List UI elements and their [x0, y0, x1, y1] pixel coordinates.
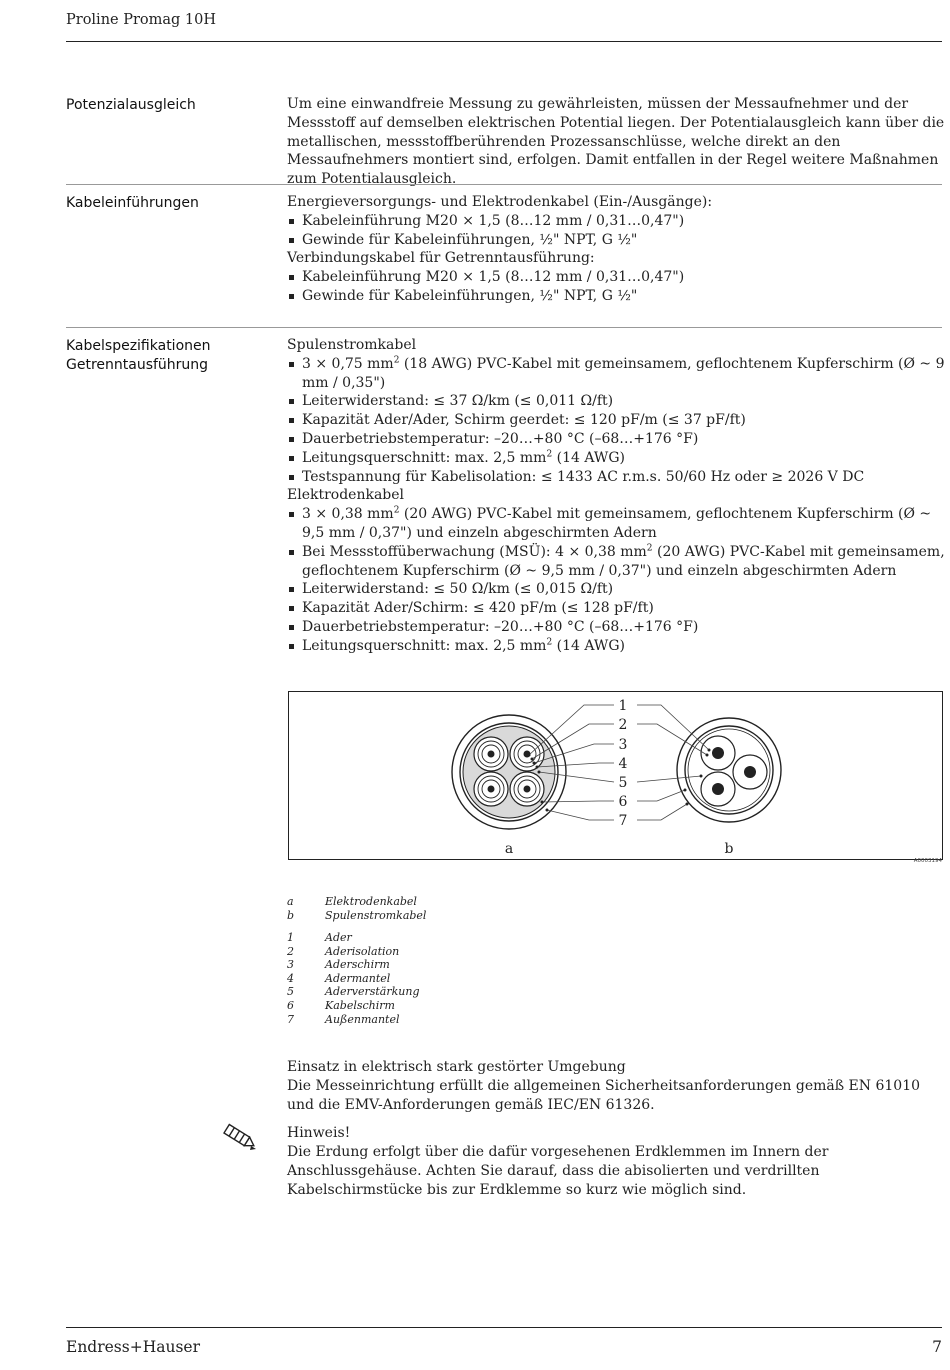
list-item: Bei Messstoffüberwachung (MSÜ): 4 × 0,38 $mm^2$ (20 AWG) PVC-Kabel mit gemeinsamem, geflochtenem Kupferschirm (Ø ~ 9,5 mm / 0,37") und einzeln abgeschirmten Adern	[287, 543, 945, 581]
page-number: 7	[932, 1338, 942, 1356]
electrode-cable-title: Elektrodenkabel	[287, 487, 405, 504]
cable-entry-group-title: Energieversorgungs- und Elektrodenkabel (Ein-/Ausgänge):	[287, 194, 713, 210]
potenzial-paragraph: Um eine einwandfreie Messung zu gewährleisten, müssen der Messaufnehmer und der Messstoff auf demselben elektrischen Potential liegen. Der Potentialausgleich kann über die metallischen, messstoffberührenden Prozessanschlüsse, welche direkt an den Messaufnehmers montiert sind, erfolgen. Damit entfallen in der Regel weitere Maßnahmen zum Potentialausgleich.	[287, 96, 945, 188]
figure-legend-ab	[287, 895, 426, 922]
note-title: Hinweis!	[287, 1125, 351, 1141]
list-item: Gewinde für Kabeleinführungen, ½" NPT, G ½"	[287, 231, 945, 250]
legend-row: 1 Ader	[287, 931, 352, 944]
legend-row: 5 Aderverstärkung	[287, 985, 420, 999]
cable-entry-list	[287, 268, 945, 306]
list-item: Kapazität Ader/Schirm: ≤ 420 pF/m (≤ 128 pF/ft)	[287, 599, 945, 618]
callout-number: 2	[618, 717, 628, 733]
callout-number: 6	[618, 794, 628, 810]
cable-cross-section-figure	[288, 691, 943, 860]
list-item: Leitungsquerschnitt: max. 2,5 $mm^2$ (14 AWG)	[287, 637, 945, 656]
callout-number: 3	[618, 737, 628, 753]
figure-label-a: a	[504, 841, 514, 857]
header-rule	[66, 41, 942, 42]
legend-row: 3 Aderschirm	[287, 958, 390, 972]
list-item: Kabeleinführung M20 × 1,5 (8…12 mm / 0,31…0,47")	[287, 212, 945, 231]
section-divider	[66, 327, 942, 328]
coil-cable-title: Spulenstromkabel	[287, 337, 417, 353]
note-text: Die Erdung erfolgt über die dafür vorgesehenen Erdklemmen im Innern der Anschlussgehäuse. Achten Sie darauf, dass die abisolierten und verdrillten Kabelschirmstücke bis zur Erdklemme so kurz wie möglich sind.	[287, 1144, 829, 1198]
section-label-kabeleinfuehrungen: Kabeleinführungen	[66, 195, 199, 211]
section-divider	[66, 184, 942, 185]
emv-text: Die Messeinrichtung erfüllt die allgemeinen Sicherheitsanforderungen gemäß EN 61010 und die EMV-Anforderungen gemäß IEC/EN 61326.	[287, 1078, 921, 1113]
list-item: Kapazität Ader/Ader, Schirm geerdet: ≤ 120 pF/m (≤ 37 pF/ft)	[287, 411, 945, 430]
section-body-potenzialausgleich	[287, 95, 945, 189]
list-item: Kabeleinführung M20 × 1,5 (8…12 mm / 0,31…0,47")	[287, 268, 945, 287]
legend-row: 6 Kabelschirm	[287, 998, 395, 1012]
cable-entry-list	[287, 212, 945, 250]
label-line: Kabelspezifikationen	[66, 338, 211, 354]
callout-number: 5	[618, 775, 628, 791]
list-item: Leiterwiderstand: ≤ 50 Ω/km (≤ 0,015 Ω/ft)	[287, 580, 945, 599]
list-item: Testspannung für Kabelisolation: ≤ 1433 AC r.m.s. 50/60 Hz oder ≥ 2026 V DC	[287, 468, 945, 487]
list-item: Dauerbetriebstemperatur: –20…+80 °C (–68…+176 °F)	[287, 618, 945, 637]
figure-label-b: b	[724, 841, 734, 857]
footer-rule	[66, 1327, 942, 1328]
running-header: Proline Promag 10H	[66, 12, 217, 28]
legend-row: 7 Außenmantel	[287, 1012, 400, 1026]
label-line: Getrenntausführung	[66, 357, 209, 373]
section-label-potenzialausgleich: Potenzialausgleich	[66, 97, 196, 113]
legend-row: 4 Adermantel	[287, 971, 391, 985]
legend-row: a Elektrodenkabel	[287, 895, 417, 908]
emv-title: Einsatz in elektrisch stark gestörter Umgebung	[287, 1059, 626, 1075]
section-body-kabeleinfuehrungen	[287, 193, 945, 306]
emv-and-note	[287, 1058, 927, 1200]
pencil-icon	[218, 1122, 260, 1156]
list-item: Leiterwiderstand: ≤ 37 Ω/km (≤ 0,011 Ω/ft)	[287, 392, 945, 411]
section-label-kabelspezifikationen	[66, 337, 276, 375]
callout-number: 4	[618, 756, 628, 772]
electrode-cable-drawing	[452, 715, 566, 829]
coil-cable-drawing	[677, 718, 781, 822]
figure-id: A0003194	[913, 858, 942, 864]
electrode-cable-list	[287, 505, 945, 655]
list-item: 3 × 0,75 $mm^2$ (18 AWG) PVC-Kabel mit gemeinsamem, geflochtenem Kupferschirm (Ø ~ 9 mm / 0,35")	[287, 355, 945, 393]
footer-brand: Endress+Hauser	[66, 1338, 200, 1356]
section-body-kabelspezifikationen	[287, 336, 945, 656]
list-item: 3 × 0,38 $mm^2$ (20 AWG) PVC-Kabel mit gemeinsamem, geflochtenem Kupferschirm (Ø ~ 9,5 mm / 0,37") und einzeln abgeschirmten Adern	[287, 505, 945, 543]
coil-cable-list	[287, 355, 945, 487]
callout-number: 7	[618, 813, 628, 829]
legend-row: b Spulenstromkabel	[287, 908, 427, 922]
figure-legend-numbers	[287, 931, 420, 1026]
cable-entry-group-title: Verbindungskabel für Getrenntausführung:	[287, 250, 595, 267]
list-item: Gewinde für Kabeleinführungen, ½" NPT, G ½"	[287, 287, 945, 306]
cable-diagram	[289, 692, 942, 859]
list-item: Dauerbetriebstemperatur: –20…+80 °C (–68…+176 °F)	[287, 430, 945, 449]
legend-row: 2 Aderisolation	[287, 944, 400, 958]
list-item: Leitungsquerschnitt: max. 2,5 $mm^2$ (14 AWG)	[287, 449, 945, 468]
callout-number: 1	[618, 698, 628, 714]
